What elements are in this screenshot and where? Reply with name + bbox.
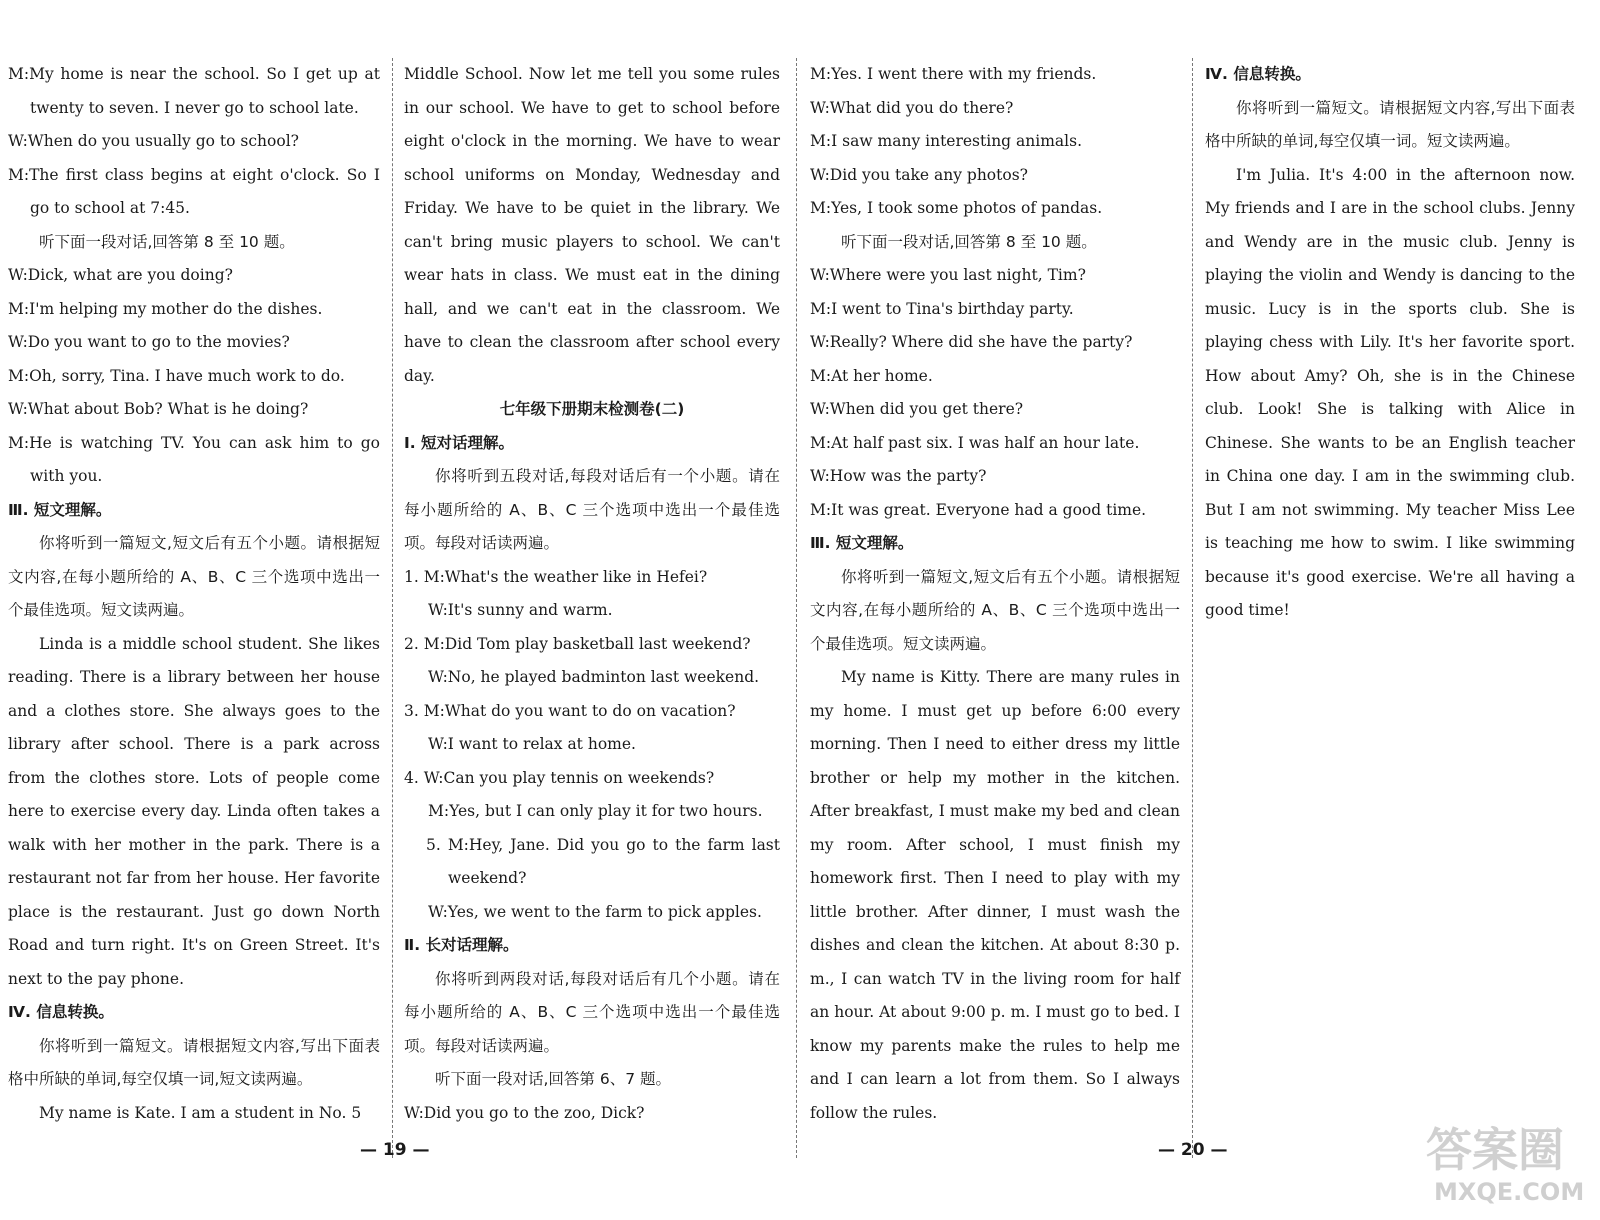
col3-line: M:Yes. I went there with my friends. (810, 65, 1097, 83)
col3-line: M:At half past six. I was half an hour late. (810, 433, 1140, 452)
col3-line: W:What did you do there? (810, 98, 1014, 117)
page-number-left: — 19 — (360, 1140, 430, 1160)
column-divider (796, 58, 797, 1158)
col2-line: W:No, he played badminton last weekend. (428, 668, 760, 686)
col4-line: Ⅳ. 信息转换。 (1205, 65, 1311, 83)
col1-line: 你将听到一篇短文。请根据短文内容,写出下面表格中所缺的单词,每空仅填一词,短文读两遍。 (8, 1036, 380, 1088)
col3-line: M:I went to Tina's birthday party. (810, 299, 1074, 318)
col3-line: W:Where were you last night, Tim? (810, 266, 1086, 284)
column-4 (1205, 58, 1575, 628)
col1-line: W:When do you usually go to school? (8, 132, 299, 150)
col1-line: W:What about Bob? What is he doing? (8, 400, 309, 418)
col1-line: M:My home is near the school. So I get up at twenty to seven. I never go to school late. (8, 65, 380, 117)
col1-line: 你将听到一篇短文,短文后有五个小题。请根据短文内容,在每小题所给的 A、B、C 三个选项中选出一个最佳选项。短文读两遍。 (8, 534, 380, 619)
col2-line: W:It's sunny and warm. (428, 601, 613, 619)
watermark-url: MXQE.COM (1434, 1178, 1585, 1206)
col2-line: 1. M:What's the weather like in Hefei? (404, 567, 708, 586)
col2-line: Ⅱ. 长对话理解。 (404, 936, 519, 954)
col1-line: W:Dick, what are you doing? (8, 266, 233, 284)
col3-line: M:At her home. (810, 366, 933, 385)
col3-line: M:It was great. Everyone had a good time. (810, 500, 1147, 519)
col1-line: M:He is watching TV. You can ask him to go with you. (8, 433, 380, 485)
col2-line: 你将听到两段对话,每段对话后有几个小题。请在每小题所给的 A、B、C 三个选项中选出一个最佳选项。每段对话读两遍。 (404, 969, 780, 1055)
col2-line: Ⅰ. 短对话理解。 (404, 433, 515, 452)
col1-line: Ⅲ. 短文理解。 (8, 500, 112, 519)
col2-line: 你将听到五段对话,每段对话后有一个小题。请在每小题所给的 A、B、C 三个选项中选出一个最佳选项。每段对话读两遍。 (404, 467, 780, 552)
column-3 (810, 58, 1180, 1130)
col1-line: M:The first class begins at eight o'clock. So I go to school at 7:45. (8, 165, 380, 217)
col1-line: M:I'm helping my mother do the dishes. (8, 299, 323, 318)
col2-line: 5. M:Hey, Jane. Did you go to the farm last weekend? (426, 835, 780, 887)
col4-line: I'm Julia. It's 4:00 in the afternoon now. My friends and I are in the school clubs. Jenny and Wendy are in the music club. Jenny is playing the violin and Wendy is dancing to the music. Lucy is in the sports club. She is playing chess with Lily. It's her favorite sport. How about Amy? Oh, she is in the Chinese club. Look! She is talking with Alice in Chinese. She wants to be an English teacher in China one day. I am in the swimming club. But I am not swimming. My teacher Miss Lee is teaching me how to swim. I like swimming because it's good exercise. We're all having a good time! (1205, 165, 1575, 619)
col2-line: Middle School. Now let me tell you some rules in our school. We have to get to school before eight o'clock in the morning. We have to wear school uniforms on Monday, Wednesday and Friday. We have to be quiet in the library. We can't bring music players to school. We can't wear hats in class. We must eat in the dining hall, and we can't eat in the classroom. We have to clean the classroom after school every day. (404, 65, 780, 385)
col3-line: W:How was the party? (810, 467, 987, 485)
col2-line: W:I want to relax at home. (428, 735, 636, 753)
col2-line: 七年级下册期末检测卷(二) (499, 400, 685, 418)
col1-line: Linda is a middle school student. She likes reading. There is a library between her house and a clothes store. She always goes to the library after school. There is a park across from the clothes store. Lots of people come here to exercise every day. Linda often takes a walk with her mother in the park. There is a restaurant not far from her house. Her favorite place is the restaurant. Just go down North Road and turn right. It's on Green Street. It's next to the pay phone. (8, 634, 380, 988)
col2-line: 听下面一段对话,回答第 6、7 题。 (435, 1070, 672, 1088)
column-2 (404, 58, 780, 1130)
col3-line: Ⅲ. 短文理解。 (810, 534, 914, 552)
col2-line: W:Yes, we went to the farm to pick apples. (428, 902, 762, 921)
column-divider (1192, 58, 1193, 1158)
col2-line: 3. M:What do you want to do on vacation? (404, 701, 736, 720)
col3-line: W:Really? Where did she have the party? (810, 333, 1133, 351)
col3-line: M:Yes, I took some photos of pandas. (810, 199, 1103, 217)
column-1 (8, 58, 380, 1130)
col2-line: 2. M:Did Tom play basketball last weekend? (404, 634, 751, 653)
col3-line: M:I saw many interesting animals. (810, 132, 1082, 150)
col1-line: 听下面一段对话,回答第 8 至 10 题。 (39, 232, 295, 251)
col1-line: My name is Kate. I am a student in No. 5 (39, 1103, 362, 1122)
col2-line: M:Yes, but I can only play it for two hours. (428, 802, 763, 820)
col3-line: 你将听到一篇短文,短文后有五个小题。请根据短文内容,在每小题所给的 A、B、C 三个选项中选出一个最佳选项。短文读两遍。 (810, 567, 1180, 653)
col2-line: 4. W:Can you play tennis on weekends? (404, 768, 715, 787)
col1-line: M:Oh, sorry, Tina. I have much work to do. (8, 366, 345, 385)
page-number-right: — 20 — (1158, 1140, 1228, 1160)
col3-line: My name is Kitty. There are many rules in my home. I must get up before 6:00 every morning. Then I need to either dress my little brother or help my mother in the kitchen. After breakfast, I must make my bed and clean my room. After school, I must finish my homework first. Then I need to play with my little brother. After dinner, I must wash the dishes and clean the kitchen. At about 8:30 p. m., I can watch TV in the living room for half an hour. At about 9:00 p. m. I must go to bed. I know my parents make the rules to help me and I can learn a lot from them. So I always follow the rules. (810, 668, 1180, 1122)
col4-line: 你将听到一篇短文。请根据短文内容,写出下面表格中所缺的单词,每空仅填一词。短文读两遍。 (1205, 98, 1575, 150)
watermark-text: 答案圈 (1426, 1123, 1564, 1177)
col3-line: W:When did you get there? (810, 400, 1024, 418)
watermark-logo (1420, 1108, 1585, 1208)
column-divider (392, 58, 393, 1158)
col3-line: 听下面一段对话,回答第 8 至 10 题。 (841, 232, 1097, 251)
col3-line: W:Did you take any photos? (810, 165, 1028, 184)
col1-line: W:Do you want to go to the movies? (8, 333, 290, 351)
col1-line: Ⅳ. 信息转换。 (8, 1003, 114, 1021)
col2-line: W:Did you go to the zoo, Dick? (404, 1103, 645, 1122)
